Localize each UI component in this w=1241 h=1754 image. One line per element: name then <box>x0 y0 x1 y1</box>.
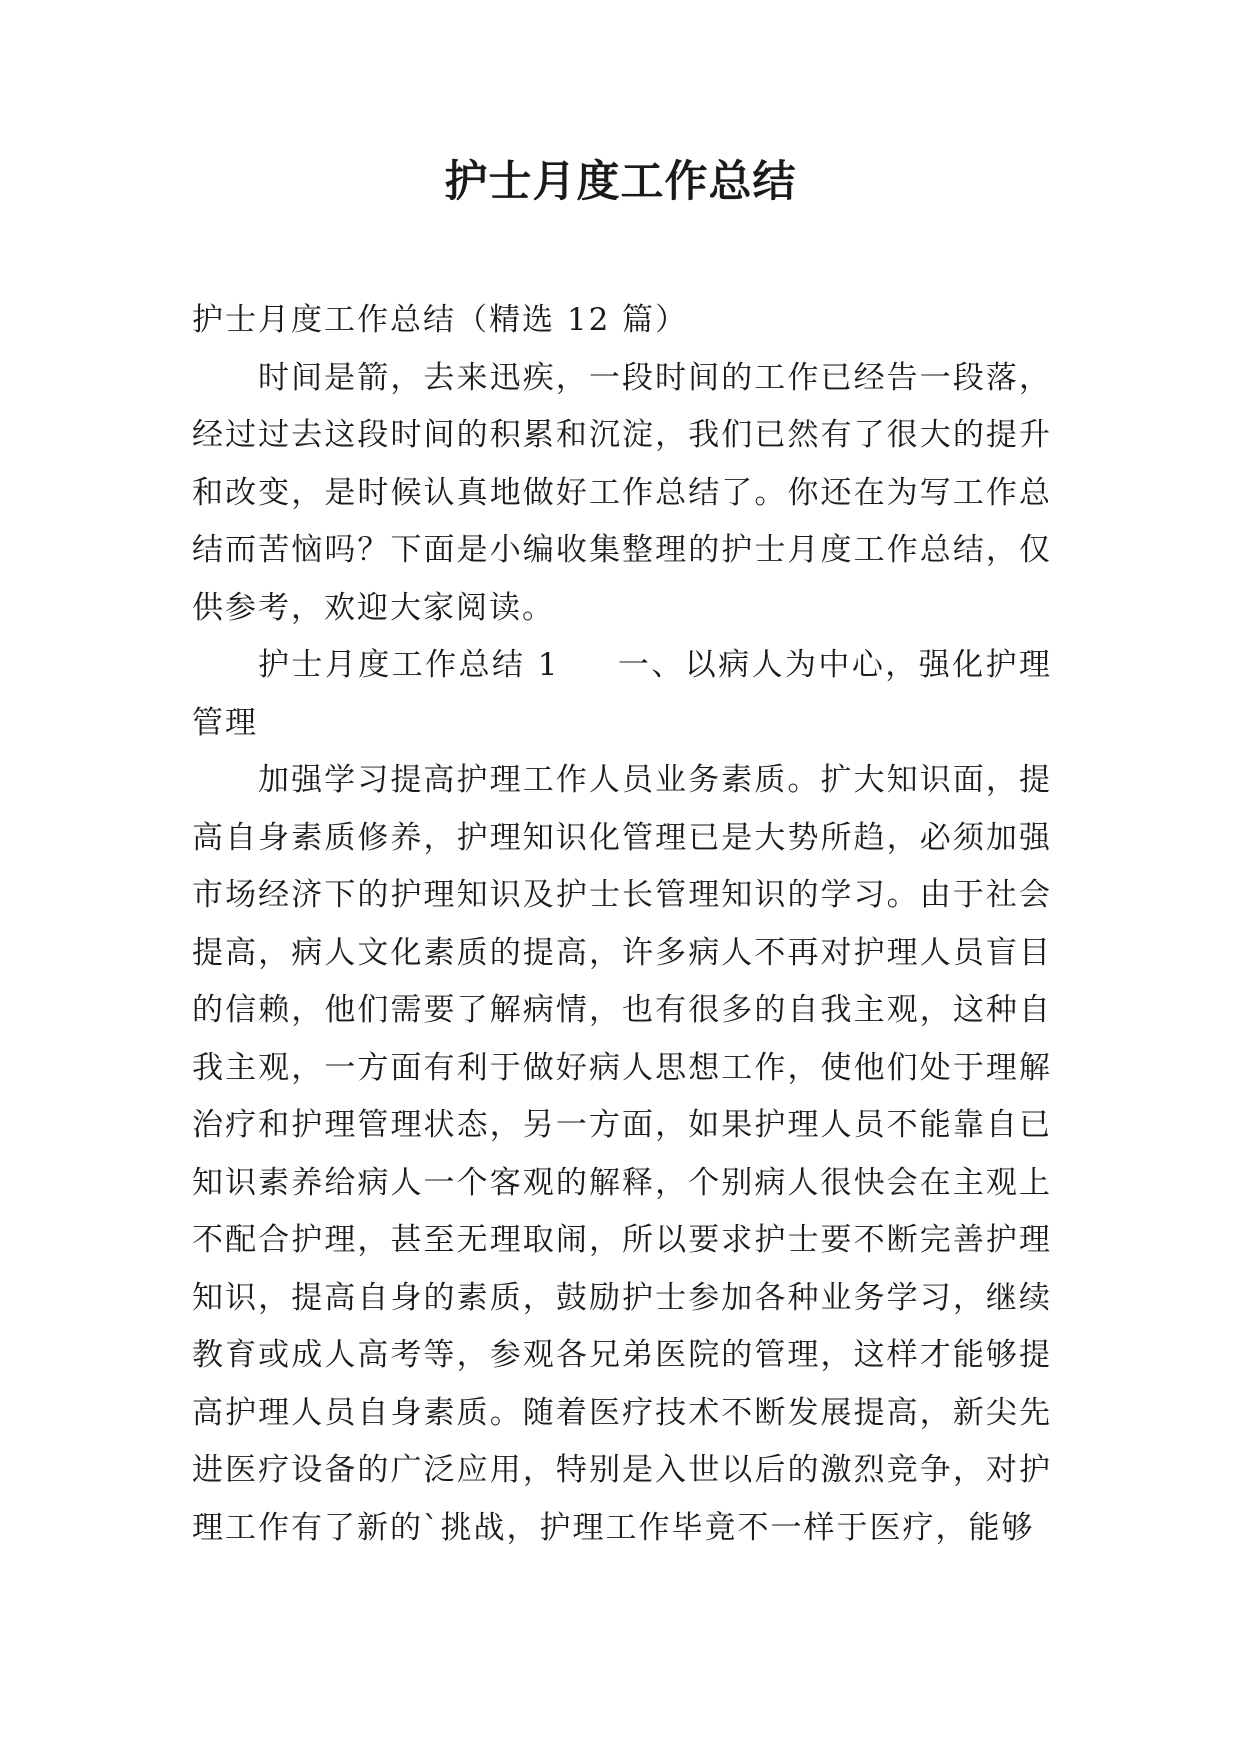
section-heading: 护士月度工作总结 1 <box>258 647 560 683</box>
section-heading-line <box>192 637 1052 752</box>
document-title: 护士月度工作总结 <box>444 157 797 207</box>
intro-paragraph: 时间是箭，去来迅疾，一段时间的工作已经告一段落，经过过去这段时间的积累和沉淀，我们已然有了很大的提升和改变，是时候认真地做好工作总结了。你还在为写工作总结而苦恼吗？下面是小编收集整理的护士月度工作总结，仅供参考，欢迎大家阅读。 <box>192 359 1052 626</box>
section-subheading: 一、以病人为中心，强化护理管理 <box>192 647 1053 741</box>
document-body <box>192 292 1052 1557</box>
document-subtitle: 护士月度工作总结（精选 12 篇） <box>192 302 689 338</box>
body-paragraph: 加强学习提高护理工作人员业务素质。扩大知识面，提高自身素质修养，护理知识化管理已是大势所趋，必须加强市场经济下的护理知识及护士长管理知识的学习。由于社会提高，病人文化素质的提高，许多病人不再对护理人员盲目的信赖，他们需要了解病情，也有很多的自我主观，这种自我主观，一方面有利于做好病人思想工作，使他们处于理解治疗和护理管理状态，另一方面，如果护理人员不能靠自已知识素养给病人一个客观的解释，个别病人很快会在主观上不配合护理，甚至无理取闹，所以要求护士要不断完善护理知识，提高自身的素质，鼓励护士参加各种业务学习，继续教育或成人高考等，参观各兄弟医院的管理，这样才能够提高护理人员自身素质。随着医疗技术不断发展提高，新尖先进医疗设备的广泛应用，特别是入世以后的激烈竞争，对护理工作有了新的`挑战，护理工作毕竟不一样于医疗，能够 <box>192 762 1052 1546</box>
